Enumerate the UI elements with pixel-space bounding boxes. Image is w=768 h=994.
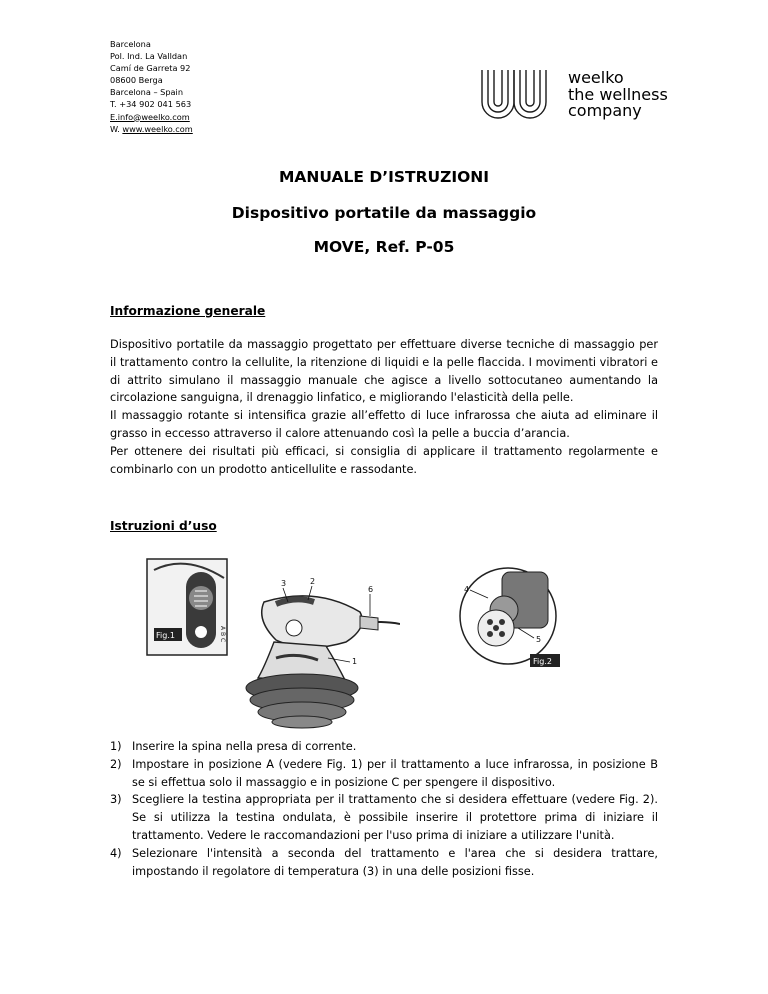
fig1-switch-positions: A B C	[219, 626, 226, 643]
document-title: MANUALE D’ISTRUZIONI	[278, 168, 490, 186]
list-item-number: 2)	[110, 757, 122, 771]
list-item-text: Impostare in posizione A (vedere Fig. 1) per il trattamento a luce infrarossa, in posizione B se si effettua solo il massaggio e in posizione C per spengere il dispositivo.	[132, 757, 658, 789]
fig1-callout-6: 6	[368, 585, 374, 594]
list-item	[110, 756, 658, 792]
fig1-callout-3: 3	[281, 579, 287, 588]
fig1-callout-2: 2	[310, 577, 316, 586]
list-item	[110, 791, 658, 844]
list-item	[110, 845, 658, 881]
list-item-text: Selezionare l'intensità a seconda del trattamento e l'area che si desidera trattare, impostando il regolatore di temperatura (3) in una delle posizioni fisse.	[132, 846, 658, 878]
phone-line: T. +34 902 041 563	[110, 99, 192, 110]
general-description	[110, 336, 658, 478]
logo-tagline-1: the wellness	[568, 84, 668, 104]
web-link[interactable]: www.weelko.com	[122, 123, 193, 134]
fig1-inset	[147, 559, 227, 655]
fig1-massager-body	[246, 596, 400, 728]
fig1-callout-1: 1	[352, 657, 358, 666]
logo-tagline-2: company	[568, 101, 642, 120]
list-item-number: 3)	[110, 793, 122, 807]
fig2-label: Fig.2	[533, 657, 552, 666]
fig2-callout-5: 5	[536, 635, 542, 644]
list-item-number: 4)	[110, 846, 122, 860]
web-prefix: W.	[110, 123, 123, 134]
figure-2-attachments-illustration	[456, 566, 568, 670]
address-line: Barcelona	[110, 39, 151, 49]
list-item-text: Inserire la spina nella presa di corrente.	[132, 740, 357, 753]
list-item-number: 1)	[110, 740, 122, 753]
logo-brand: weelko	[568, 68, 624, 87]
email-link[interactable]: E.info@weelko.com	[110, 111, 190, 122]
address-line: Barcelona – Spain	[110, 87, 184, 98]
paragraph: Dispositivo portatile da massaggio progettato per effettuare diverse tecniche di massaggio per il trattamento contro la cellulite, la ritenzione di liquidi e la pelle flaccida. I movimenti vibratori e di attrito simulano il massaggio manuale che agisce a livello sottocutaneo aumentando la circolazione sanguigna, il drenaggio linfatico, e migliorando l'elasticità della pelle.	[110, 338, 658, 405]
company-address	[110, 38, 193, 135]
list-item-text: Scegliere la testina appropriata per il trattamento che si desidera effettuare (vedere Fig. 2). Se si utilizza la testina ondulata, è possibile inserire il protettore prima di iniziare il trattamento. Vedere le raccomandazioni per l'uso prima di iniziare a utilizzare l'unità.	[132, 793, 658, 842]
logo-wordmark	[568, 70, 668, 120]
section-heading-usage: Istruzioni d’uso	[110, 519, 217, 533]
address-line: Camí de Garreta 92	[110, 63, 191, 74]
instructions-list	[110, 738, 658, 880]
address-line: Pol. Ind. La Valldan	[110, 51, 188, 62]
section-heading-general: Informazione generale	[110, 304, 266, 318]
web-line	[110, 123, 193, 135]
address-line: 08600 Berga	[110, 75, 163, 86]
fig2-callout-4: 4	[464, 585, 470, 594]
fig1-label: Fig.1	[156, 631, 175, 640]
model-title: MOVE, Ref. P-05	[313, 238, 455, 256]
product-title: Dispositivo portatile da massaggio	[231, 204, 537, 222]
list-item	[110, 738, 658, 756]
figure-1-massager-illustration	[146, 558, 400, 730]
paragraph: Il massaggio rotante si intensifica grazie all’effetto di luce infrarossa che aiuta ad eliminare il grasso in eccesso attraverso il calore attenuando così la pelle a buccia d’arancia.	[110, 409, 658, 440]
paragraph: Per ottenere dei risultati più efficaci, si consiglia di applicare il trattamento regolarmente e combinarlo con un prodotto anticellulite e rassodante.	[110, 444, 658, 476]
